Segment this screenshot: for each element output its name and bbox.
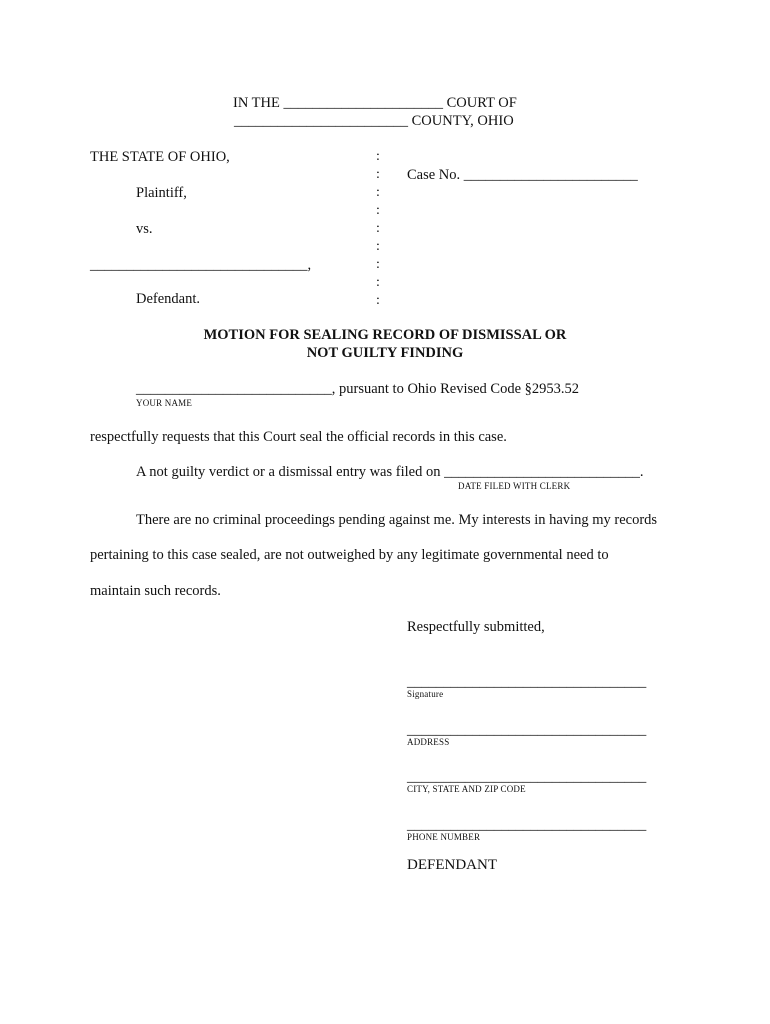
signature-field[interactable]: _________________________________	[407, 674, 647, 690]
caption-separator: :	[376, 257, 380, 272]
your-name-caption: YOUR NAME	[136, 398, 193, 408]
caption-separator: :	[376, 167, 380, 182]
versus-label: vs.	[136, 221, 153, 237]
motion-title-line-1: MOTION FOR SEALING RECORD OF DISMISSAL OR	[203, 327, 567, 343]
plaintiff-name: THE STATE OF OHIO,	[90, 149, 230, 165]
caption-separator: :	[376, 149, 380, 164]
paragraph-line-1: There are no criminal proceedings pending against me. My interests in having my records	[136, 512, 658, 528]
court-line-1: IN THE ______________________ COURT OF	[233, 95, 517, 111]
motion-title-line-2: NOT GUILTY FINDING	[306, 345, 464, 361]
city-state-zip-field[interactable]: _________________________________	[407, 769, 647, 785]
phone-number-field[interactable]: _________________________________	[407, 817, 647, 833]
paragraph-line-3: maintain such records.	[90, 583, 221, 599]
signature-caption: Signature	[407, 689, 444, 699]
caption-separator: :	[376, 275, 380, 290]
case-number-field[interactable]: Case No. ________________________	[407, 167, 638, 183]
plaintiff-role: Plaintiff,	[136, 185, 187, 201]
phone-number-caption: PHONE NUMBER	[407, 832, 481, 842]
date-filed-caption: DATE FILED WITH CLERK	[458, 481, 571, 491]
closing-text: Respectfully submitted,	[407, 619, 545, 635]
defendant-label: DEFENDANT	[407, 857, 497, 873]
city-state-zip-caption: CITY, STATE AND ZIP CODE	[407, 784, 526, 794]
your-name-field[interactable]: ___________________________, pursuant to Ohio Revised Code §2953.52	[136, 381, 580, 397]
caption-separator: :	[376, 203, 380, 218]
court-line-2: ________________________ COUNTY, OHIO	[234, 113, 514, 129]
address-field[interactable]: _________________________________	[407, 722, 647, 738]
caption-separator: :	[376, 221, 380, 236]
caption-separator: :	[376, 239, 380, 254]
request-text: respectfully requests that this Court seal the official records in this case.	[90, 429, 507, 445]
defendant-role: Defendant.	[136, 291, 201, 307]
paragraph-line-2: pertaining to this case sealed, are not outweighed by any legitimate governmental need to	[90, 547, 609, 563]
caption-separator: :	[376, 293, 380, 308]
address-caption: ADDRESS	[407, 737, 450, 747]
caption-separator: :	[376, 185, 380, 200]
verdict-date-field[interactable]: A not guilty verdict or a dismissal entry was filed on ___________________________.	[136, 464, 644, 480]
defendant-name-blank[interactable]: ______________________________,	[90, 257, 312, 273]
